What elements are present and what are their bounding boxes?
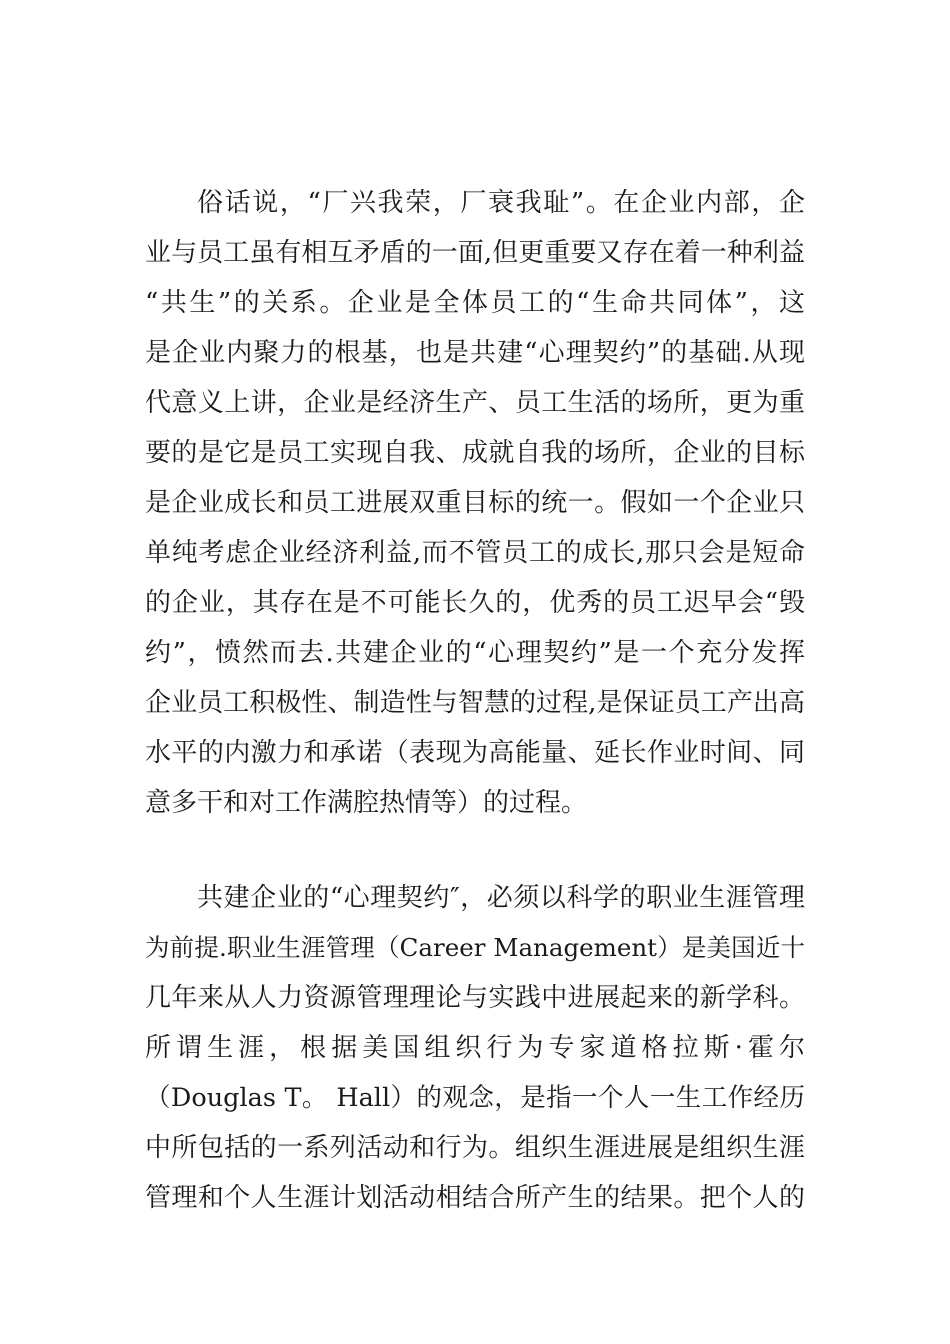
paragraph-line: 俗话说，“厂兴我荣，厂衰我耻”。在企业内部，企 xyxy=(197,188,805,218)
paragraph-line: 共建企业的“心理契约″，必须以科学的职业生涯管理 xyxy=(197,883,805,913)
paragraph-line: 所谓生涯，根据美国组织行为专家道格拉斯·霍尔 xyxy=(145,1033,805,1063)
paragraph-line: 为前提.职业生涯管理（Career Management）是美国近十 xyxy=(145,933,805,962)
paragraph-line: 是企业成长和员工进展双重目标的统一。假如一个企业只 xyxy=(145,488,805,518)
paragraph-line: 中所包括的一系列活动和行为。组织生涯进展是组织生涯 xyxy=(145,1133,805,1163)
paragraph-line: 几年来从人力资源管理理论与实践中进展起来的新学科。 xyxy=(145,983,805,1013)
paragraph-line: 代意义上讲，企业是经济生产、员工生活的场所，更为重 xyxy=(145,388,805,418)
paragraph-line: 意多干和对工作满腔热情等）的过程。 xyxy=(145,788,588,818)
paragraph-line: 的企业，其存在是不可能长久的，优秀的员工迟早会“毁 xyxy=(145,588,805,618)
paragraph-line: “共生”的关系。企业是全体员工的“生命共同体”，这 xyxy=(145,288,805,318)
paragraph-line: 企业员工积极性、制造性与智慧的过程,是保证员工产出高 xyxy=(145,688,805,718)
paragraph-line: 水平的内激力和承诺（表现为高能量、延长作业时间、同 xyxy=(145,738,805,768)
paragraph-line: 业与员工虽有相互矛盾的一面,但更重要又存在着一种利益 xyxy=(145,238,805,268)
paragraph-line: 是企业内聚力的根基，也是共建“心理契约”的基础.从现 xyxy=(145,338,805,368)
paragraph-line: 约”，愤然而去.共建企业的“心理契约”是一个充分发挥 xyxy=(145,638,805,668)
paragraph-line: 管理和个人生涯计划活动相结合所产生的结果。把个人的 xyxy=(145,1183,805,1213)
paragraph-line: （Douglas T。 Hall）的观念，是指一个人一生工作经历 xyxy=(145,1083,805,1113)
paragraph-line: 要的是它是员工实现自我、成就自我的场所，企业的目标 xyxy=(145,438,805,468)
paragraph-line: 单纯考虑企业经济利益,而不管员工的成长,那只会是短命 xyxy=(145,538,805,568)
